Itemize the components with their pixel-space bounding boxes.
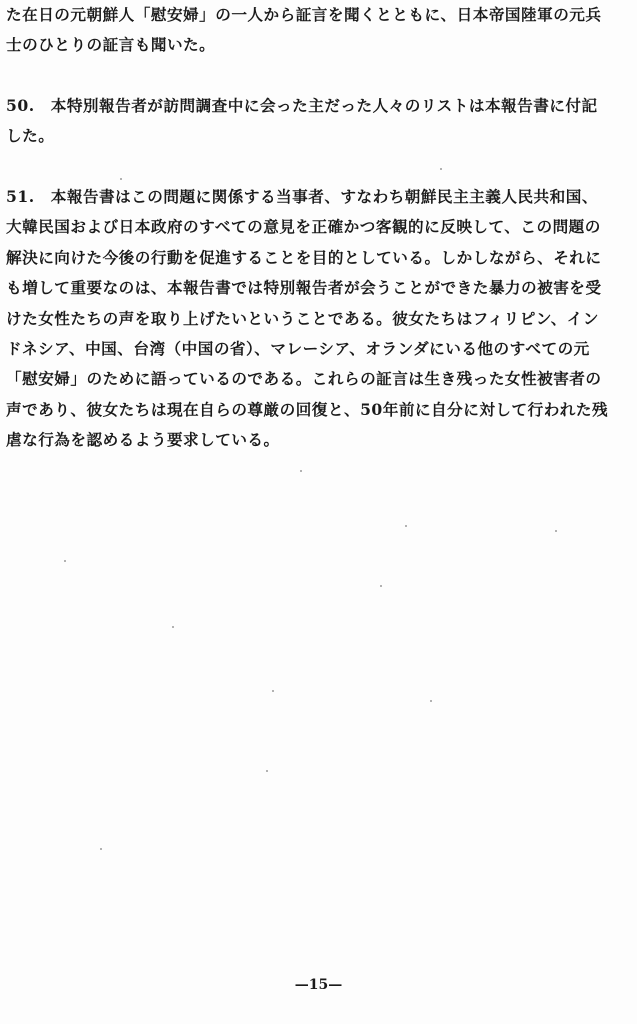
scan-speck [555, 530, 557, 532]
scan-speck [120, 178, 122, 180]
scan-speck [405, 525, 407, 527]
paragraph-50 [6, 91, 634, 152]
text-line: も増して重要なのは、本報告書では特別報告者が会うことができた暴力の被害を受 [6, 278, 602, 298]
scan-speck [300, 470, 302, 472]
scan-speck [64, 560, 66, 562]
text-line: 士のひとりの証言も聞いた。 [6, 35, 216, 55]
text-line: ドネシア、中国、台湾（中国の省）、マレーシア、オランダにいる他のすべての元 [6, 338, 590, 358]
scan-speck [172, 626, 174, 628]
scan-speck [266, 770, 268, 772]
scan-speck [100, 848, 102, 850]
page-number: —15— [294, 977, 343, 993]
paragraph-continuation [6, 0, 634, 61]
text-line: 虐な行為を認めるよう要求している。 [6, 430, 280, 450]
scan-speck [272, 690, 274, 692]
text-line: 「慰安婦」のために語っているのである。これらの証言は生き残った女性被害者の [6, 369, 602, 389]
text-line: 声であり、彼女たちは現在自らの尊厳の回復と、50年前に自分に対して行われた残 [6, 399, 609, 419]
scan-speck [380, 585, 382, 587]
scan-speck [440, 168, 442, 170]
scan-speck [430, 700, 432, 702]
text-line: 解決に向けた今後の行動を促進することを目的としている。しかしながら、それに [6, 247, 602, 267]
text-line: 51. 本報告書はこの問題に関係する当事者、すなわち朝鮮民主主義人民共和国、 [6, 187, 598, 206]
text-line: けた女性たちの声を取り上げたいということである。彼女たちはフィリピン、イン [6, 308, 599, 328]
text-line: た在日の元朝鮮人「慰安婦」の一人から証言を聞くとともに、日本帝国陸軍の元兵 [6, 5, 602, 24]
text-line: した。 [6, 126, 55, 146]
text-line: 50. 本特別報告者が訪問調査中に会った主だった人々のリストは本報告書に付記 [6, 96, 598, 115]
text-line: 大韓民国および日本政府のすべての意見を正確かつ客観的に反映して、この問題の [6, 217, 601, 237]
paragraph-51 [6, 182, 634, 456]
